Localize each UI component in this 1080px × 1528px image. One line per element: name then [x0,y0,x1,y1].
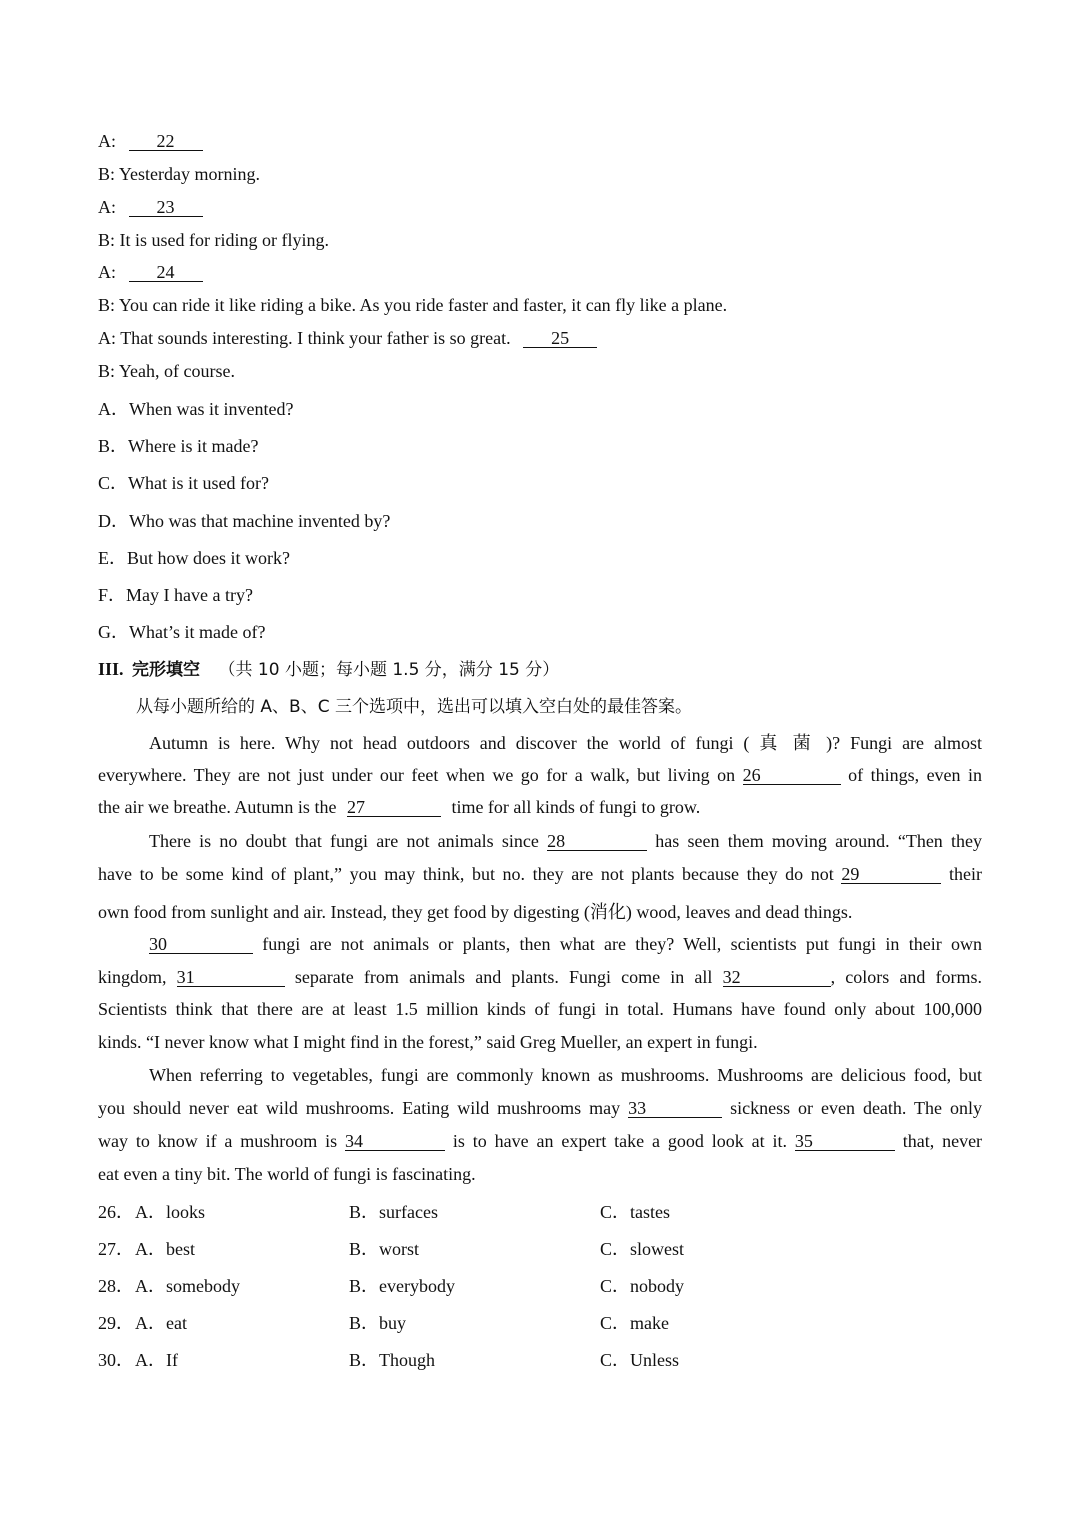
option-letter: A． [98,399,129,419]
option-letter: B． [98,436,129,456]
choice-b: B．everybody [349,1276,455,1296]
choice-b: B．surfaces [349,1202,438,1222]
section-heading [98,655,559,680]
passage-text: have to be some kind of plant,” you may think, but no. they are not plants because they do not [98,864,834,884]
choice-b: B．worst [349,1239,420,1259]
section-number: III. [98,659,124,679]
dialogue-line [98,262,203,283]
passage-line [98,765,982,786]
cloze-blank: 29 [841,865,941,884]
dialogue-text: It is used for riding or flying. [119,230,329,250]
question-number: 27． [98,1239,134,1259]
passage-text: is to have an expert take a good look at it. [452,1131,787,1151]
dialogue-text: That sounds interesting. I think your father is so great. [120,328,511,348]
choice-c: C．Unless [600,1350,680,1370]
dialogue-line [98,164,260,185]
passage-line [98,1065,982,1086]
passage-text: fungi are not animals or plants, then what are they? Well, scientists put fungi in their own [262,934,982,954]
passage-line [98,898,982,924]
passage-text: that, never [902,1131,983,1151]
cloze-blank: 35 [795,1132,895,1151]
dialogue-line [98,131,203,152]
passage-line [98,864,982,885]
dialogue-line [98,361,235,382]
choice-a: A．best [135,1239,195,1259]
choice-b: B．buy [349,1313,407,1333]
passage-text: has seen them moving around. “Then they [655,831,983,851]
choice-c: C．slowest [600,1239,685,1259]
passage-text: When referring to vegetables, fungi are commonly known as mushrooms. Mushrooms are delicious food, but [149,1065,982,1085]
passage-line [98,999,982,1020]
passage-line [98,967,982,988]
speaker: B: [98,361,116,381]
option-text: But how does it work? [127,548,290,568]
option-text: What is it used for? [128,473,269,493]
passage-text: eat even a tiny bit. The world of fungi is fascinating. [98,1164,476,1184]
section-scoring: （共 10 小题；每小题 1.5 分，满分 15 分） [218,660,560,680]
cloze-blank: 34 [345,1132,445,1151]
passage-line [98,1164,982,1185]
dialogue-text: Yeah, of course. [118,361,236,381]
passage-text: time for all kinds of fungi to grow. [451,797,701,817]
cloze-blank: 30 [149,935,253,954]
passage-text: , colors and forms. [830,967,983,987]
speaker: A: [98,131,116,151]
passage-text: the air we breathe. Autumn is the [98,797,337,817]
choice-a: A．If [135,1350,178,1370]
passage-text: of things, even in [848,765,983,785]
question-number: 26． [98,1202,134,1222]
cloze-blank: 26 [743,766,841,785]
option-text: Where is it made? [128,436,259,456]
option-letter: F． [98,585,127,605]
question-number: 29． [98,1313,134,1333]
option-item [98,432,258,458]
answer-blank: 25 [523,329,597,348]
choice-a: A．eat [135,1313,187,1333]
dialogue-line [98,230,329,251]
passage-text: There is no doubt that fungi are not animals since [149,831,539,851]
passage-line [98,831,982,852]
passage-line [98,934,982,955]
option-letter: E． [98,548,127,568]
choice-c: C．make [600,1313,669,1333]
option-item [98,581,253,607]
option-letter: G． [98,622,129,642]
passage-line [98,729,982,755]
cloze-blank: 32 [723,968,831,987]
dialogue-line [98,295,727,316]
passage-text: their [949,864,983,884]
speaker: B: [98,230,116,250]
choice-a: A．looks [135,1202,206,1222]
passage-text: separate from animals and plants. Fungi come in all [294,967,713,987]
passage-text: way to know if a mushroom is [98,1131,338,1151]
answer-blank: 24 [129,263,203,282]
passage-text: Scientists think that there are at least 1.5 million kinds of fungi in total. Humans have found only about 100,000 [98,999,982,1019]
option-item [98,395,293,421]
dialogue-text: You can ride it like riding a bike. As you ride faster and faster, it can fly like a plane. [118,295,728,315]
section-title: 完形填空 [132,660,201,680]
option-item [98,618,265,644]
choice-a: A．somebody [135,1276,240,1296]
option-text: Who was that machine invented by? [129,511,391,531]
cloze-blank: 31 [177,968,285,987]
option-text: May I have a try? [126,585,253,605]
choice-b: B．Though [349,1350,436,1370]
passage-line [98,797,982,818]
cloze-blank: 28 [547,832,647,851]
option-text: When was it invented? [129,399,294,419]
choice-c: C．nobody [600,1276,685,1296]
section-instruction: 从每小题所给的 A、B、C 三个选项中，选出可以填入空白处的最佳答案。 [136,697,692,717]
passage-text: you should never eat wild mushrooms. Eating wild mushrooms may [98,1098,621,1118]
speaker: A: [98,328,116,348]
passage-line [98,1098,982,1119]
answer-blank: 23 [129,198,203,217]
option-item [98,544,290,570]
answer-blank: 22 [129,132,203,151]
passage-text: kinds. “I never know what I might find in the forest,” said Greg Mueller, an expert in fungi. [98,1032,758,1052]
speaker: A: [98,197,116,217]
dialogue-line [98,197,203,218]
speaker: B: [98,164,116,184]
question-number: 30． [98,1350,134,1370]
question-number: 28． [98,1276,134,1296]
option-text: What’s it made of? [129,622,266,642]
passage-line [98,1131,982,1152]
passage-text: sickness or even death. The only [730,1098,983,1118]
passage-text: own food from sunlight and air. Instead, they get food by digesting (消化) wood, leaves and dead things. [98,902,853,922]
dialogue-text: Yesterday morning. [118,164,261,184]
passage-line [98,1032,982,1053]
cloze-blank: 33 [628,1099,722,1118]
cloze-blank: 27 [347,798,441,817]
option-item [98,507,390,533]
dialogue-line [98,328,597,349]
speaker: B: [98,295,116,315]
choice-c: C．tastes [600,1202,670,1222]
option-letter: D． [98,511,129,531]
option-item [98,469,269,495]
passage-text: Autumn is here. Why not head outdoors and discover the world of fungi ( 真 菌 )? Fungi are almost [149,733,982,753]
passage-text: kingdom, [98,967,167,987]
speaker: A: [98,262,116,282]
passage-text: everywhere. They are not just under our feet when we go for a walk, but living on [98,765,736,785]
option-letter: C． [98,473,129,493]
